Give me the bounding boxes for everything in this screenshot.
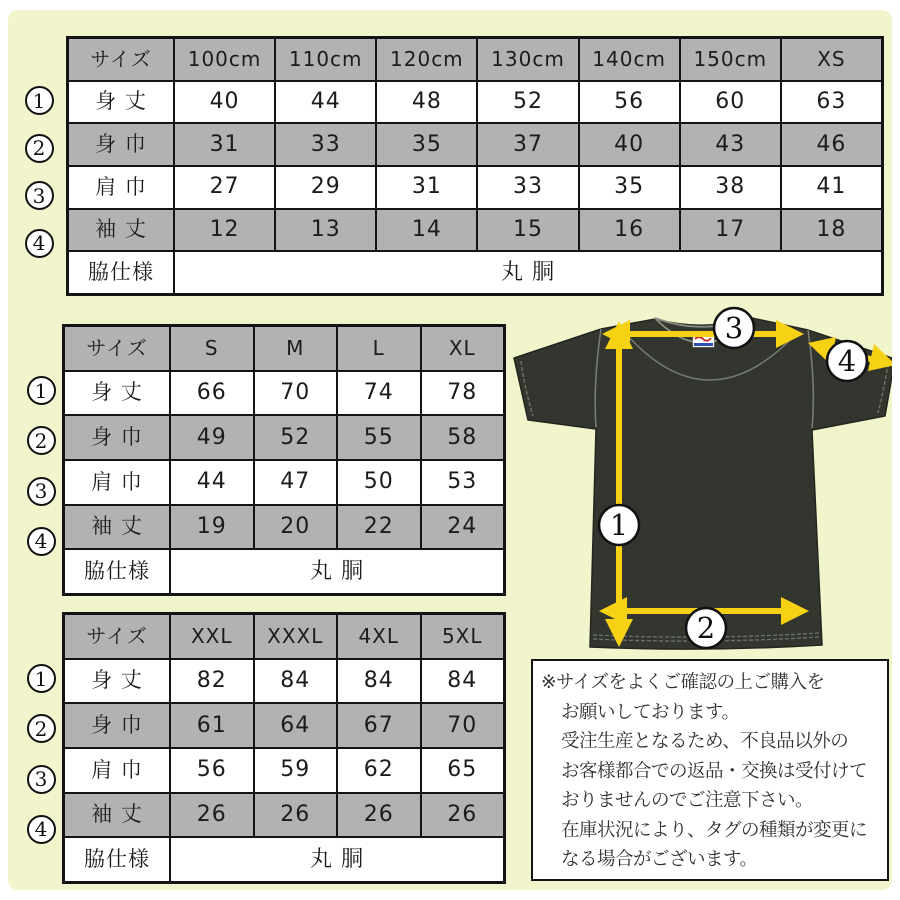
measure-value-cell: 58: [422, 416, 504, 459]
big-size-table: [62, 612, 506, 884]
row-number-badge: 1: [27, 664, 56, 693]
size-column-header: XXL: [171, 615, 253, 658]
measure-value-cell: 31: [175, 124, 274, 165]
measure-value-cell: 84: [255, 660, 337, 703]
measure-row-label: 袖 丈: [69, 210, 173, 251]
row-number-badge: 3: [25, 181, 54, 210]
badge-4-number: 4: [837, 344, 857, 378]
row-number-badge: 3: [27, 765, 56, 794]
size-column-header: 140cm: [580, 39, 679, 80]
tshirt-icon: [506, 294, 892, 662]
note-line: なる場合がございます。: [561, 849, 758, 870]
measure-value-cell: 59: [255, 749, 337, 792]
adult-table-row-markers: [24, 376, 58, 556]
measure-value-cell: 74: [338, 372, 420, 415]
footer-value-cell: 丸 胴: [171, 550, 503, 593]
measure-value-cell: 53: [422, 461, 504, 504]
measure-row-label: 身 丈: [65, 372, 169, 415]
measure-row-label: 肩 巾: [65, 749, 169, 792]
measure-row-label: 身 丈: [65, 660, 169, 703]
measure-value-cell: 41: [782, 167, 881, 208]
big-table-row-markers: [24, 664, 58, 844]
measure-value-cell: 64: [255, 704, 337, 747]
size-column-header: 130cm: [478, 39, 577, 80]
measure-value-cell: 78: [422, 372, 504, 415]
size-column-header: XS: [782, 39, 881, 80]
row-number-badge: 3: [27, 477, 56, 506]
measure-value-cell: 46: [782, 124, 881, 165]
measure-value-cell: 84: [338, 660, 420, 703]
measure-value-cell: 17: [681, 210, 780, 251]
measure-value-cell: 35: [377, 124, 476, 165]
row-number-badge: 1: [27, 376, 56, 405]
measure-row-label: 身 巾: [69, 124, 173, 165]
size-column-header: 150cm: [681, 39, 780, 80]
measure-value-cell: 62: [338, 749, 420, 792]
measure-value-cell: 16: [580, 210, 679, 251]
measure-row-label: 袖 丈: [65, 506, 169, 549]
measure-value-cell: 44: [171, 461, 253, 504]
purchase-note-box: [531, 659, 889, 881]
measure-row-label: 身 丈: [69, 82, 173, 123]
row-number-badge: 2: [27, 426, 56, 455]
measure-value-cell: 35: [580, 167, 679, 208]
row-number-badge: 1: [25, 86, 54, 115]
measure-value-cell: 52: [255, 416, 337, 459]
measure-value-cell: 26: [422, 794, 504, 837]
measure-value-cell: 52: [478, 82, 577, 123]
tshirt-measure-diagram: [506, 294, 892, 662]
measure-row-label: 身 巾: [65, 416, 169, 459]
badge-3-number: 3: [724, 311, 744, 345]
size-chart-canvas: [8, 10, 892, 890]
note-line: おりませんのでご注意下さい。: [561, 790, 814, 811]
footer-row-label: 脇仕様: [65, 550, 169, 593]
measure-value-cell: 43: [681, 124, 780, 165]
kids-size-table: [66, 36, 884, 296]
size-corner-header: サイズ: [65, 327, 169, 370]
footer-row-label: 脇仕様: [65, 838, 169, 881]
measure-value-cell: 49: [171, 416, 253, 459]
size-column-header: 4XL: [338, 615, 420, 658]
adult-size-table: [62, 324, 506, 596]
size-column-header: XL: [422, 327, 504, 370]
measure-value-cell: 33: [478, 167, 577, 208]
measure-value-cell: 65: [422, 749, 504, 792]
size-column-header: 120cm: [377, 39, 476, 80]
measure-value-cell: 60: [681, 82, 780, 123]
size-corner-header: サイズ: [65, 615, 169, 658]
measure-value-cell: 26: [255, 794, 337, 837]
row-number-badge: 4: [25, 229, 54, 258]
measure-row-label: 身 巾: [65, 704, 169, 747]
measure-value-cell: 50: [338, 461, 420, 504]
size-column-header: L: [338, 327, 420, 370]
size-column-header: 5XL: [422, 615, 504, 658]
badge-2-number: 2: [696, 611, 716, 645]
measure-value-cell: 29: [276, 167, 375, 208]
kids-table-row-markers: [22, 86, 56, 258]
measure-value-cell: 15: [478, 210, 577, 251]
measure-value-cell: 24: [422, 506, 504, 549]
measure-value-cell: 56: [171, 749, 253, 792]
footer-row-label: 脇仕様: [69, 252, 173, 293]
measure-value-cell: 55: [338, 416, 420, 459]
measure-value-cell: 37: [478, 124, 577, 165]
measure-value-cell: 18: [782, 210, 881, 251]
measure-value-cell: 40: [580, 124, 679, 165]
size-column-header: M: [255, 327, 337, 370]
size-column-header: 110cm: [276, 39, 375, 80]
measure-value-cell: 61: [171, 704, 253, 747]
measure-value-cell: 70: [255, 372, 337, 415]
measure-value-cell: 26: [171, 794, 253, 837]
measure-value-cell: 44: [276, 82, 375, 123]
measure-value-cell: 84: [422, 660, 504, 703]
measure-value-cell: 31: [377, 167, 476, 208]
measure-value-cell: 67: [338, 704, 420, 747]
measure-value-cell: 48: [377, 82, 476, 123]
note-line: お願いしております。: [561, 701, 740, 723]
measure-row-label: 袖 丈: [65, 794, 169, 837]
measure-value-cell: 12: [175, 210, 274, 251]
measure-value-cell: 38: [681, 167, 780, 208]
size-column-header: XXXL: [255, 615, 337, 658]
size-corner-header: サイズ: [69, 39, 173, 80]
measure-value-cell: 82: [171, 660, 253, 703]
measure-value-cell: 20: [255, 506, 337, 549]
measure-value-cell: 19: [171, 506, 253, 549]
footer-value-cell: 丸 胴: [171, 838, 503, 881]
size-column-header: S: [171, 327, 253, 370]
note-line: 受注生産となるため、不良品以外の: [561, 731, 849, 752]
note-line: 在庫状況により、タグの種類が変更に: [561, 819, 868, 841]
measure-value-cell: 56: [580, 82, 679, 123]
measure-value-cell: 47: [255, 461, 337, 504]
measure-value-cell: 13: [276, 210, 375, 251]
measure-value-cell: 14: [377, 210, 476, 251]
row-number-badge: 4: [27, 815, 56, 844]
row-number-badge: 2: [27, 714, 56, 743]
size-column-header: 100cm: [175, 39, 274, 80]
note-line: お客様都合での返品・交換は受付けて: [561, 760, 868, 782]
measure-value-cell: 70: [422, 704, 504, 747]
measure-value-cell: 63: [782, 82, 881, 123]
note-line: ※サイズをよくご確認の上ご購入を: [541, 672, 825, 693]
measure-value-cell: 27: [175, 167, 274, 208]
row-number-badge: 2: [25, 134, 54, 163]
measure-value-cell: 40: [175, 82, 274, 123]
measure-row-label: 肩 巾: [65, 461, 169, 504]
measure-value-cell: 22: [338, 506, 420, 549]
measure-value-cell: 26: [338, 794, 420, 837]
badge-1-number: 1: [609, 508, 629, 542]
row-number-badge: 4: [27, 527, 56, 556]
footer-value-cell: 丸 胴: [175, 252, 881, 293]
measure-value-cell: 66: [171, 372, 253, 415]
measure-value-cell: 33: [276, 124, 375, 165]
measure-row-label: 肩 巾: [69, 167, 173, 208]
